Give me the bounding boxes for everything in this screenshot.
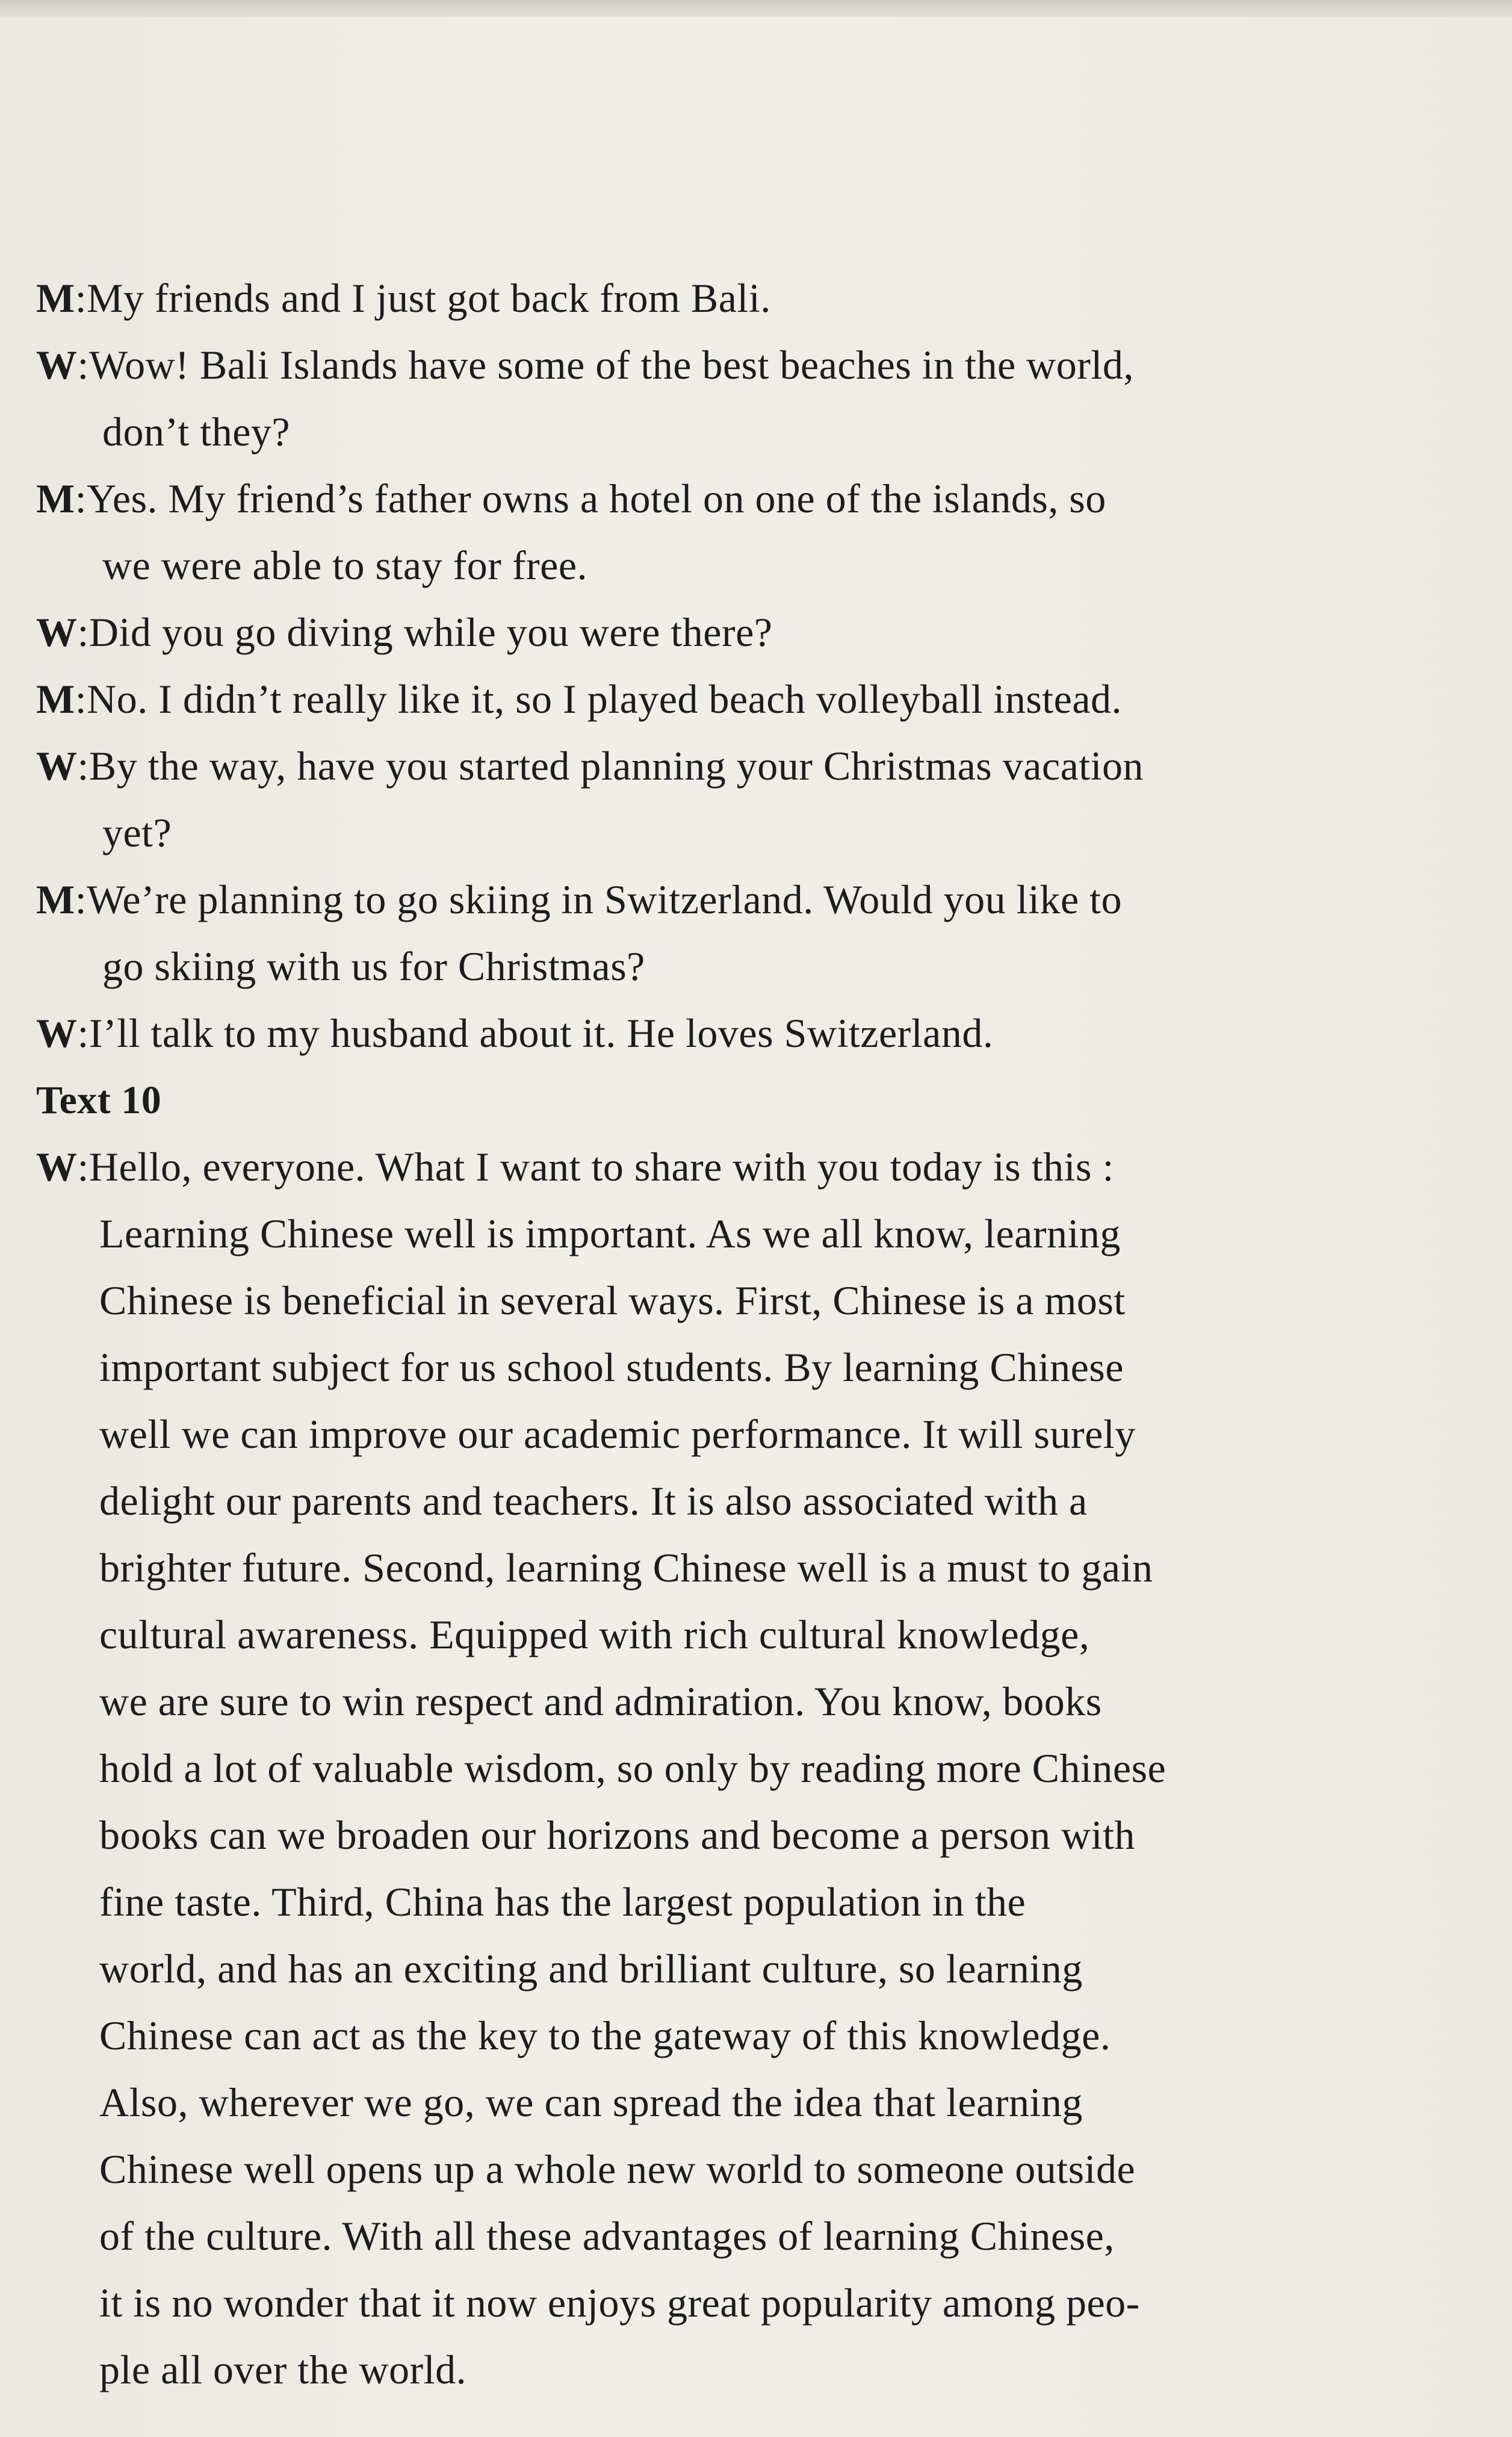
dialogue-continuation: don’t they? bbox=[102, 409, 291, 455]
utterance-text: I’ll talk to my husband about it. He loves Switzerland. bbox=[88, 1010, 994, 1056]
transcript-text bbox=[36, 265, 1354, 2403]
dialogue-line: M:Yes. My friend’s father owns a hotel on one of the islands, so bbox=[36, 476, 1106, 521]
page-top-edge bbox=[0, 0, 1512, 17]
dialogue-line: W:I’ll talk to my husband about it. He loves Switzerland. bbox=[36, 1010, 994, 1056]
speaker-label: M bbox=[36, 476, 75, 521]
monologue-line: cultural awareness. Equipped with rich cultural knowledge, bbox=[99, 1612, 1090, 1657]
monologue-line: important subject for us school students. By learning Chinese bbox=[99, 1344, 1124, 1390]
utterance-text: Did you go diving while you were there? bbox=[88, 609, 773, 655]
dialogue-line: M:My friends and I just got back from Bali. bbox=[36, 275, 771, 321]
monologue-line: brighter future. Second, learning Chinese well is a must to gain bbox=[99, 1545, 1153, 1591]
utterance-text: Yes. My friend’s father owns a hotel on one of the islands, so bbox=[87, 476, 1106, 521]
monologue-first-line: W:Hello, everyone. What I want to share with you today is this : bbox=[36, 1144, 1114, 1190]
monologue-line: Also, wherever we go, we can spread the idea that learning bbox=[99, 2079, 1083, 2125]
dialogue-line: M:No. I didn’t really like it, so I played beach volleyball instead. bbox=[36, 676, 1123, 722]
utterance-text: By the way, have you started planning your Christmas vacation bbox=[88, 743, 1144, 789]
monologue-line: Chinese is beneficial in several ways. First, Chinese is a most bbox=[99, 1277, 1126, 1323]
monologue-line: we are sure to win respect and admiration. You know, books bbox=[99, 1678, 1102, 1724]
monologue-line: Chinese well opens up a whole new world to someone outside bbox=[99, 2146, 1136, 2192]
monologue-line: of the culture. With all these advantages of learning Chinese, bbox=[99, 2213, 1115, 2259]
utterance-text: Wow! Bali Islands have some of the best beaches in the world, bbox=[88, 342, 1134, 388]
monologue-line: Learning Chinese well is important. As we all know, learning bbox=[99, 1211, 1121, 1256]
speaker-label: W bbox=[36, 342, 78, 388]
dialogue-continuation: we were able to stay for free. bbox=[102, 542, 588, 588]
monologue-line: fine taste. Third, China has the largest population in the bbox=[99, 1879, 1026, 1925]
monologue-line: books can we broaden our horizons and become a person with bbox=[99, 1812, 1135, 1858]
monologue-line: Chinese can act as the key to the gateway of this knowledge. bbox=[99, 2013, 1111, 2058]
monologue-line: well we can improve our academic performance. It will surely bbox=[99, 1411, 1136, 1457]
speaker-label: W bbox=[36, 1010, 78, 1056]
dialogue-line: W:Wow! Bali Islands have some of the best beaches in the world, bbox=[36, 342, 1134, 388]
dialogue-line: W:Did you go diving while you were there? bbox=[36, 609, 773, 655]
speaker-label: W bbox=[36, 609, 78, 655]
monologue-line: ple all over the world. bbox=[99, 2347, 467, 2392]
monologue-line: it is no wonder that it now enjoys great popularity among peo- bbox=[99, 2280, 1140, 2326]
speaker-label: W bbox=[36, 743, 78, 789]
dialogue-line: W:By the way, have you started planning your Christmas vacation bbox=[36, 743, 1144, 789]
speaker-label: M bbox=[36, 275, 75, 321]
speaker-label: W bbox=[36, 1144, 78, 1190]
monologue-line: hold a lot of valuable wisdom, so only by reading more Chinese bbox=[99, 1745, 1167, 1791]
dialogue-continuation: yet? bbox=[102, 810, 172, 855]
dialogue-line: M:We’re planning to go skiing in Switzerland. Would you like to bbox=[36, 877, 1123, 922]
utterance-text: Hello, everyone. What I want to share with you today is this : bbox=[88, 1144, 1114, 1190]
utterance-text: No. I didn’t really like it, so I played beach volleyball instead. bbox=[87, 676, 1123, 722]
speaker-label: M bbox=[36, 877, 75, 922]
monologue-line: delight our parents and teachers. It is also associated with a bbox=[99, 1478, 1088, 1524]
dialogue-continuation: go skiing with us for Christmas? bbox=[102, 943, 645, 989]
section-heading: Text 10 bbox=[36, 1078, 162, 1122]
speaker-label: M bbox=[36, 676, 75, 722]
utterance-text: My friends and I just got back from Bali. bbox=[87, 275, 771, 321]
utterance-text: We’re planning to go skiing in Switzerland. Would you like to bbox=[87, 877, 1123, 922]
monologue-line: world, and has an exciting and brilliant culture, so learning bbox=[99, 1946, 1083, 1992]
